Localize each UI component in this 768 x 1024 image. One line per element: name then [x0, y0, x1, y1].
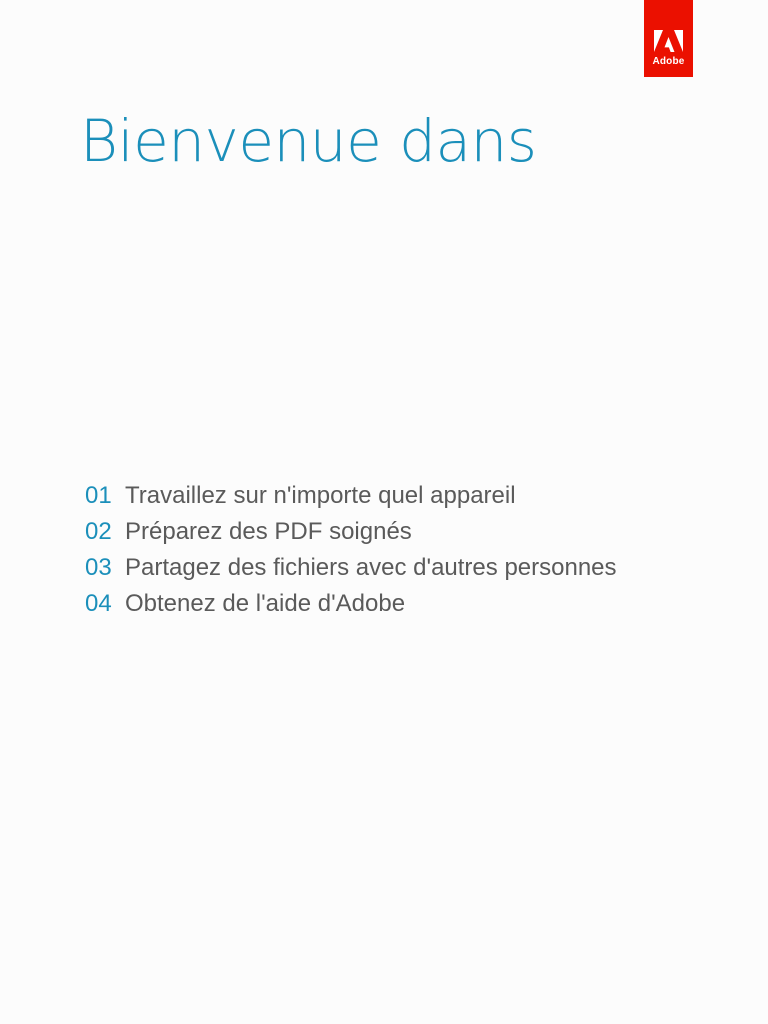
page-title: Bienvenue dans	[80, 107, 537, 175]
toc-number: 01	[85, 482, 112, 509]
toc-label: Préparez des PDF soignés	[125, 518, 412, 545]
toc-item-02[interactable]	[85, 514, 617, 550]
adobe-a-icon	[654, 30, 683, 52]
adobe-wordmark: Adobe	[652, 56, 685, 67]
toc-item-01[interactable]	[85, 478, 617, 514]
table-of-contents	[85, 478, 617, 622]
toc-item-03[interactable]	[85, 550, 617, 586]
toc-label: Partagez des fichiers avec d'autres personnes	[125, 554, 617, 581]
toc-number: 02	[85, 518, 112, 545]
toc-number: 03	[85, 554, 112, 581]
toc-label: Obtenez de l'aide d'Adobe	[125, 590, 406, 617]
toc-item-04[interactable]	[85, 586, 617, 622]
adobe-logo	[644, 0, 693, 77]
toc-label: Travaillez sur n'importe quel appareil	[125, 482, 516, 509]
toc-number: 04	[85, 590, 112, 617]
